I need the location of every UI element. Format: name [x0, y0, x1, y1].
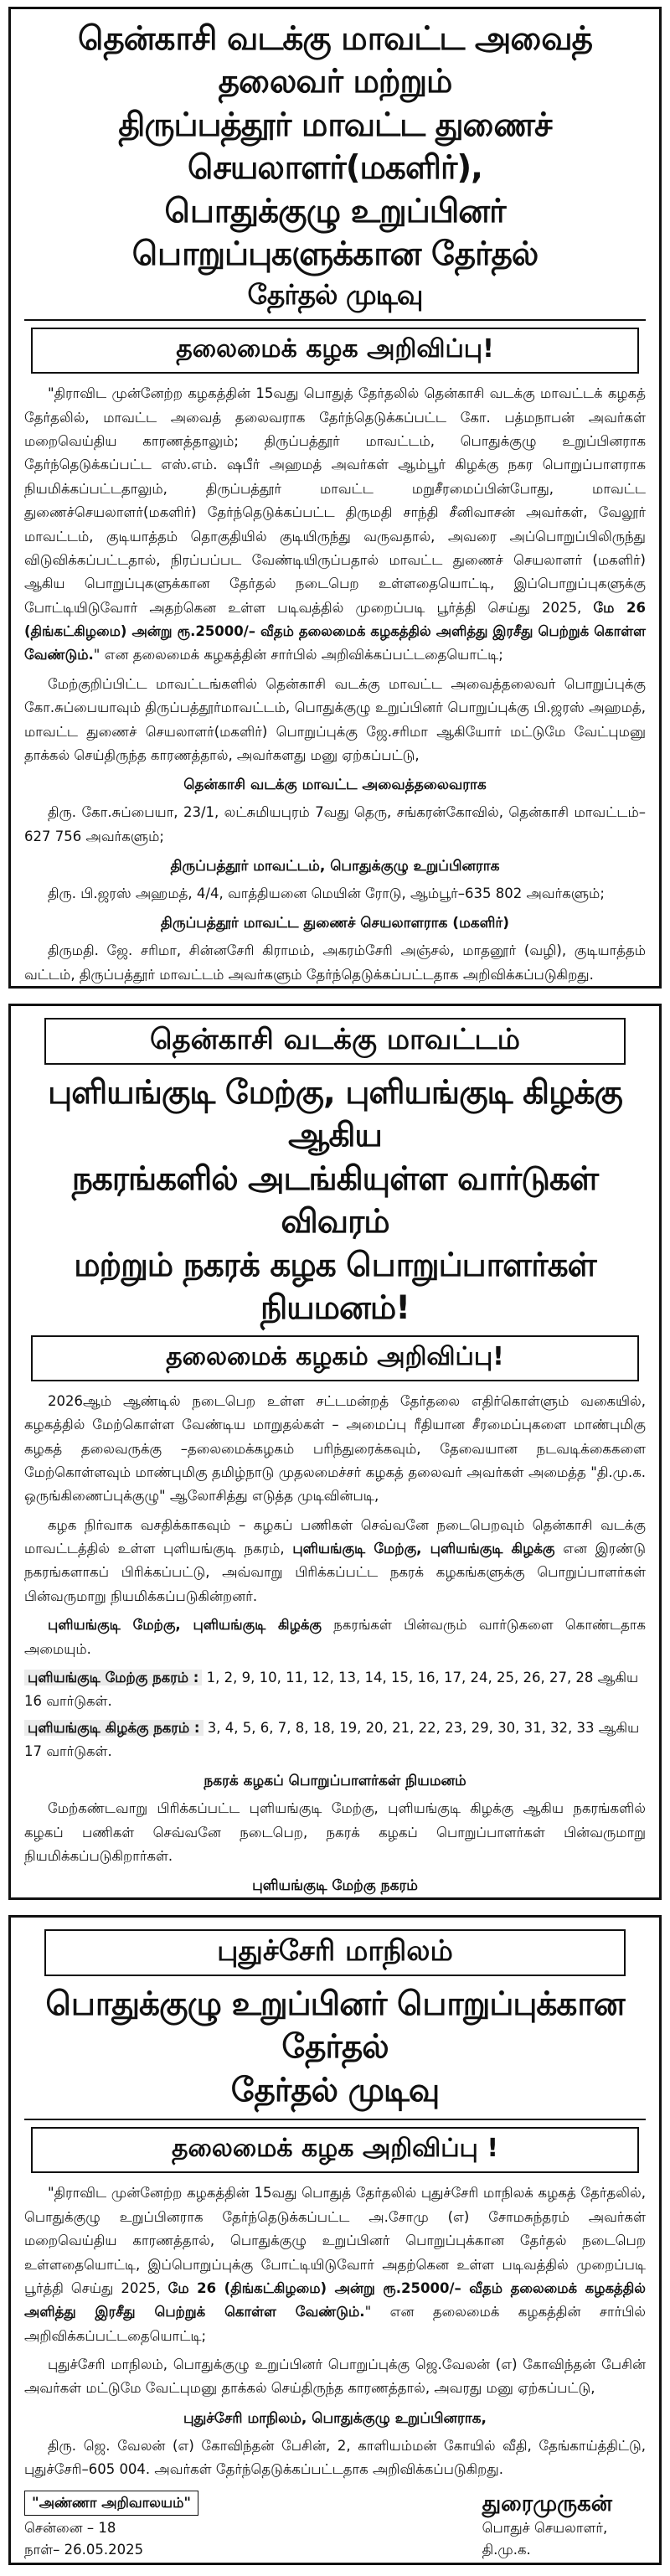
notice1-title-line3: பொதுக்குழு உறுப்பினர் பொறுப்புகளுக்கான தேர்தல் [131, 192, 539, 274]
notice1-sec3-head: திருப்பத்தூர் மாவட்ட துணைச் செயலாளராக (மகளிர்) [160, 915, 510, 932]
notice3-banner: தலைமைக் கழக அறிவிப்பு ! [31, 2127, 639, 2173]
notice3-state-box: புதுச்சேரி மாநிலம் [44, 1929, 626, 1976]
notice1-sec1-head: தென்காசி வடக்கு மாவட்ட அவைத்தலைவராக [183, 777, 487, 794]
notice1-sec1-text: திரு. கோ.சுப்பையா, 23/1, லட்சுமியபுரம் 7வது தெரு, சங்கரன்கோவில், தென்காசி மாவட்டம்–627 756 அவர்களும்; [24, 804, 646, 844]
notice1-title-line1: தென்காசி வடக்கு மாவட்ட அவைத் தலைவர் மற்றும் [77, 20, 593, 101]
notice3-party: தி.மு.க. [482, 2542, 531, 2558]
notice3-sec-text: திரு. ஜெ. வேலன் (எ) கோவிந்தன் பேசின், 2, காளியம்மன் கோயில் வீதி, தேங்காய்த்திட்டு, புதுச்சேரி–605 004. அவர்கள் தேர்ந்தெடுக்கப்பட்டதாக அறிவிக்கப்படுகிறது. [24, 2437, 646, 2478]
notice-puliyangudi-wards [8, 1004, 662, 1900]
notice-tenkasi-tirupathur-election [8, 7, 662, 989]
notice1-sec3-text: திருமதி. ஜே. சரிமா, சின்னசேரி கிராமம், அகரம்சேரி அஞ்சல், மாதனூர் (வழி), குடியாத்தம் வட்டம், திருப்பத்தூர் மாவட்டம் அவர்களும் தேர்ந்தெடுக்கப்பட்டதாக அறிவிக்கப்படுகிறது. [24, 942, 646, 983]
notice1-sec2-head: திருப்பத்தூர் மாவட்டம், பொதுக்குழு உறுப்பினராக [170, 858, 500, 875]
notice3-designation: பொதுச் செயலாளர், [482, 2519, 608, 2536]
notice3-date: நாள்– 26.05.2025 [24, 2542, 144, 2558]
notice1-para2: மேற்குறிப்பிட்ட மாவட்டங்களில் தென்காசி வடக்கு மாவட்ட அவைத்தலைவர் பொறுப்புக்கு கோ.சுப்பையாவும் திருப்பத்தூர்மாவட்டம், பொதுக்குழு உறுப்பினர் பொறுப்புக்கு பி.ஜரஸ் அஹமத், மாவட்ட துணைச் செயலாளர்(மகளிர்) பொறுப்புக்கு ஜே.சரிமா ஆகியோர் மட்டுமே வேட்புமனு தாக்கல் செய்திருந்த காரணத்தால், அவர்களது மனு ஏற்கப்பட்டு, [24, 675, 646, 763]
notice1-banner: தலைமைக் கழக அறிவிப்பு! [31, 328, 639, 374]
notice1-sec2-text: திரு. பி.ஜரஸ் அஹமத், 4/4, வாத்தியனை மெயின் ரோடு, ஆம்பூர்–635 802 அவர்களும்; [48, 885, 605, 902]
notice2-west-wards: புளியங்குடி மேற்கு நகரம் : 1, 2, 9, 10, 11, 12, 13, 14, 15, 16, 17, 24, 25, 26, 27, 28 ஆகிய 16 வார்டுகள். [24, 1669, 639, 1709]
notice2-title-line2: நகரங்களில் அடங்கியுள்ள வார்டுகள் விவரம் [71, 1159, 599, 1242]
notice1-para1: "திராவிட முன்னேற்ற கழகத்தின் 15வது பொதுத் தேர்தலில் தென்காசி வடக்கு மாவட்டக் கழகத் தேர்தலில், மாவட்ட அவைத் தலைவராக தேர்ந்தெடுக்கப்பட்ட கோ. பத்மநாபன் அவர்கள் மறைவெய்திய காரணத்தாலும்; திருப்பத்தூர் மாவட்டம், பொதுக்குழு உறுப்பினராக தேர்ந்தெடுக்கப்பட்ட எஸ்.எம். ஷபீர் அஹமத் அவர்கள் ஆம்பூர் கிழக்கு நகர பொறுப்பாளராக நியமிக்கப்பட்டதாலும், திருப்பத்தூர் மாவட்ட மறுசீரமைப்பின்போது, மாவட்ட துணைச்செயலாளர்(மகளிர்) தேர்ந்தெடுக்கப்பட்ட திருமதி சாந்தி சீனிவாசன் அவர்கள், வேலூர் மாவட்டம், குடியாத்தம் தொகுதியில் குடியிருந்து வருவதால், அவரை அப்பொறுப்பிலிருந்து விடுவிக்கப்பட்டதால், நிரப்பப்பட வேண்டியிருப்பதால் மாவட்ட துணைச் செயலாளர் (மகளிர்) ஆகிய பொறுப்புகளுக்கான தேர்தல் நடைபெற உள்ளதையொட்டி, இப்பொறுப்புகளுக்கு போட்டியிடுவோர் அதற்கென உள்ள படிவத்தில் முறைப்படி பூர்த்தி செய்து 2025, மே 26 (திங்கட்கிழமை) அன்று ரூ.25000/– வீதம் தலைமைக் கழகத்தில் அளித்து இரசீது பெற்றுக் கொள்ள வேண்டும்." என தலைமைக் கழகத்தின் சார்பில் அறிவிக்கப்பட்டதையொட்டி; [24, 385, 646, 663]
notice3-city: சென்னை – 18 [24, 2519, 116, 2536]
notice3-place: "அண்ணா அறிவாலயம்" [24, 2491, 198, 2516]
notice3-signatory: துரைமுருகன் [482, 2491, 612, 2517]
notice2-para1: 2026ஆம் ஆண்டில் நடைபெற உள்ள சட்டமன்றத் தேர்தலை எதிர்கொள்ளும் வகையில், கழகத்தில் மேற்கொள்ள வேண்டிய மாறுதல்கள் – அமைப்பு ரீதியான சீரமைப்புகளை மாண்புமிகு கழகத் தலைவருக்கு –தலைமைக்கழகம் பரிந்துரைக்கவும், தேவையான நடவடிக்கைகளை மேற்கொள்ளவும் மாண்புமிகு தமிழ்நாடு முதலமைச்சர் கழகத் தலைவர் அவர்கள் அமைத்த "தி.மு.க. ஒருங்கிணைப்புக்குழு" ஆலோசித்து எடுத்த முடிவின்படி, [24, 1392, 646, 1505]
notice2-para2: கழக நிர்வாக வசதிக்காகவும் – கழகப் பணிகள் செவ்வனே நடைபெறவும் தென்காசி வடக்கு மாவட்டத்தில் உள்ள புளியங்குடி நகரம், புளியங்குடி மேற்கு, புளியங்குடி கிழக்கு என இரண்டு நகரங்களாகப் பிரிக்கப்பட்டு, அவ்வாறு பிரிக்கப்பட்ட நகரக் கழகங்களுக்கு பொறுப்பாளர்கள் பின்வருமாறு நியமிக்கப்படுகின்றனர். [24, 1516, 646, 1604]
notice3-para1: "திராவிட முன்னேற்ற கழகத்தின் 15வது பொதுத் தேர்தலில் புதுச்சேரி மாநிலக் கழகத் தேர்தலில், பொதுக்குழு உறுப்பினராக தேர்ந்தெடுக்கப்பட்ட அ.சோமு (எ) சோமசுந்தரம் அவர்கள் மறைவெய்திய காரணத்தால், பொதுக்குழு உறுப்பினர் பொறுப்புக்கான தேர்தல் நடைபெற உள்ளதையொட்டி, இப்பொறுப்புக்கு போட்டியிடுவோர் அதற்கென உள்ள படிவத்தில் முறைப்படி பூர்த்தி செய்து 2025, மே 26 (திங்கட்கிழமை) அன்று ரூ.25000/– வீதம் தலைமைக் கழகத்தில் அளித்து இரசீது பெற்றுக் கொள்ள வேண்டும்." என தலைமைக் கழகத்தின் சார்பில் அறிவிக்கப்பட்டதையொட்டி; [24, 2185, 646, 2344]
notice3-title-line1: பொதுக்குழு உறுப்பினர் பொறுப்புக்கான தேர்தல் [45, 1985, 625, 2067]
notice2-banner: தலைமைக் கழகம் அறிவிப்பு! [31, 1335, 639, 1381]
divider [24, 2119, 646, 2120]
notice2-title-line3: மற்றும் நகரக் கழக பொறுப்பாளர்கள் நியமனம்! [74, 1246, 596, 1328]
notice2-appoint-head: நகரக் கழகப் பொறுப்பாளர்கள் நியமனம் [204, 1773, 466, 1790]
notice1-title-line2: திருப்பத்தூர் மாவட்ட துணைச் செயலாளர்(மகளிர்), [118, 106, 552, 188]
notice2-title-line1: புளியங்குடி மேற்கு, புளியங்குடி கிழக்கு ஆகிய [48, 1074, 622, 1155]
notice3-para2: புதுச்சேரி மாநிலம், பொதுக்குழு உறுப்பினர் பொறுப்புக்கு ஜெ.வேலன் (எ) கோவிந்தன் பேசின் அவர்கள் மட்டுமே வேட்புமனு தாக்கல் செய்திருந்த காரணத்தால், அவரது மனு ஏற்கப்பட்டு, [24, 2357, 646, 2397]
notice2-appoint-text: மேற்கண்டவாறு பிரிக்கப்பட்ட புளியங்குடி மேற்கு, புளியங்குடி கிழக்கு ஆகிய நகரங்களில் கழகப் பணிகள் செவ்வனே நடைபெற, நகரக் கழகப் பொறுப்பாளர்கள் பின்வருமாறு நியமிக்கப்படுகிறார்கள். [24, 1800, 646, 1864]
notice3-title-line2: தேர்தல் முடிவு [230, 2071, 440, 2109]
notice1-result-heading: தேர்தல் முடிவு [247, 277, 423, 311]
divider [24, 319, 646, 321]
notice3-signature-block [24, 2491, 646, 2562]
notice2-district-box: தென்காசி வடக்கு மாவட்டம் [44, 1018, 626, 1065]
notice3-sec-head: புதுச்சேரி மாநிலம், பொதுக்குழு உறுப்பினராக, [183, 2409, 487, 2427]
notice-puducherry-election [8, 1915, 662, 2565]
notice2-east-wards: புளியங்குடி கிழக்கு நகரம் : 3, 4, 5, 6, 7, 8, 18, 19, 20, 21, 22, 23, 29, 30, 31, 32, 33 ஆகிய 17 வார்டுகள். [24, 1720, 640, 1760]
notice2-para3: புளியங்குடி மேற்கு, புளியங்குடி கிழக்கு நகரங்கள் பின்வரும் வார்டுகளை கொண்டதாக அமையும். [24, 1617, 646, 1657]
notice1-para1-bold: மே 26 (திங்கட்கிழமை) அன்று ரூ.25000/– வீதம் தலைமைக் கழகத்தில் அளித்து இரசீது பெற்றுக் கொள்ள வேண்டும். [24, 599, 646, 663]
notice2-west-head: புளியங்குடி மேற்கு நகரம் [252, 1877, 418, 1895]
